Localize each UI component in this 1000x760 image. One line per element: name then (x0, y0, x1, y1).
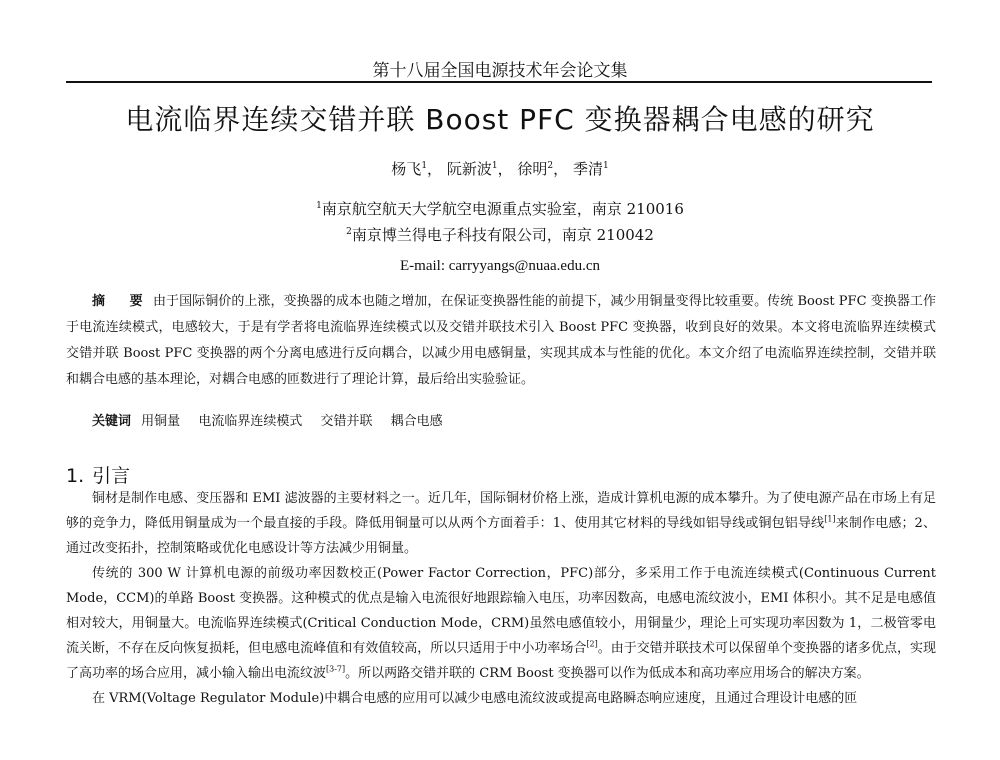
keywords (92, 410, 457, 429)
abstract (66, 289, 936, 393)
author-name: 季清 (572, 160, 603, 178)
author-affil-sup: 2 (547, 161, 554, 171)
author-affil-sup: 1 (491, 161, 498, 171)
header-rule (66, 81, 932, 83)
keywords-label: 关键词 (92, 414, 132, 429)
affiliation-1 (0, 198, 1000, 219)
paragraph (66, 686, 936, 711)
author-name: 阮新波 (446, 160, 492, 178)
affiliation-2 (0, 224, 1000, 245)
keyword: 交错并联 (320, 414, 373, 429)
citation: [1] (824, 514, 836, 524)
running-head: 第十八届全国电源技术年会论文集 (372, 61, 628, 81)
abstract-label: 摘 要 (92, 294, 153, 309)
section-number: 1. (66, 465, 85, 487)
affiliation-sup: 2 (346, 227, 352, 237)
paper-title: 电流临界连续交错并联 Boost PFC 变换器耦合电感的研究 (125, 103, 875, 136)
author-name: 杨飞 (391, 160, 422, 178)
paragraph-text: 。所以两路交错并联的 CRM Boost 变换器可以作为低成本和高功率应用场合的解决方案。 (345, 666, 870, 681)
section-title: 引言 (92, 465, 131, 487)
abstract-text: 由于国际铜价的上涨，变换器的成本也随之增加，在保证变换器性能的前提下，减少用铜量变得比较重要。传统 Boost PFC 变换器工作于电流连续模式，电感较大，于是有学者将电流临界连续模式以及交错并联技术引入 Boost PFC 变换器，收到良好的效果。本文将电流临界连续模式交错并联 Boost PFC 变换器的两个分离电感进行反向耦合，以减少用电感铜量，实现其成本与性能的优化。本文介绍了电流临界连续控制，交错并联和耦合电感的基本理论，对耦合电感的匝数进行了理论计算，最后给出实验验证。 (66, 294, 936, 387)
paragraph-text: 来制作电感；2、通过改变拓扑，控制策略或优化电感设计等方法减少用铜量。 (66, 516, 936, 556)
paragraph (66, 486, 936, 561)
section-body (66, 486, 936, 711)
affiliation-text: 南京博兰得电子科技有限公司，南京 210042 (351, 226, 654, 244)
citation: [2] (586, 639, 598, 649)
author-list (0, 158, 1000, 179)
author-affil-sup: 1 (602, 161, 609, 171)
author-affil-sup: 1 (421, 161, 428, 171)
section-heading (66, 461, 130, 488)
author-separator: ， (427, 160, 443, 178)
author-email: E-mail: carryyangs@nuaa.edu.cn (400, 258, 600, 274)
author-separator: ， (553, 160, 569, 178)
author-separator: ， (497, 160, 513, 178)
paragraph-text: 铜材是制作电感、变压器和 EMI 滤波器的主要材料之一。近几年，国际铜材价格上涨，造成计算机电源的成本攀升。为了使电源产品在市场上有足够的竞争力，降低用铜量成为一个最直接的手段。降低用铜量可以从两个方面着手：1、使用其它材料的导线如铝导线或铜包铝导线 (66, 491, 936, 531)
keyword: 用铜量 (141, 414, 181, 429)
keyword: 电流临界连续模式 (198, 414, 303, 429)
affiliation-sup: 1 (316, 201, 322, 211)
paragraph-text: 传统的 300 W 计算机电源的前级功率因数校正(Power Factor Correction，PFC)部分，多采用工作于电流连续模式(Continuous Current Mode，CCM)的单路 Boost 变换器。这种模式的优点是输入电流很好地跟踪输入电压，功率因数高，电感电流纹波小，EMI 体积小。其不足是电感值相对较大，用铜量大。电流临界连续模式(Critical Conduction Mode，CRM)虽然电感值较小，用铜量少，理论上可实现功率因数为 1，二极管零电流关断，不存在反向恢复损耗，但电感电流峰值和有效值较高，所以只适用于中小功率场合 (66, 566, 936, 656)
citation: [3-7] (326, 664, 346, 674)
paragraph-text: 。由于交错并联技术可以保留单个变换器的诸多优点，实现了高功率的场合应用，减小输入输出电流纹波 (66, 641, 936, 681)
keyword: 耦合电感 (390, 414, 443, 429)
author-name: 徐明 (517, 160, 548, 178)
affiliation-text: 南京航空航天大学航空电源重点实验室，南京 210016 (321, 200, 684, 218)
paragraph-text: 在 VRM(Voltage Regulator Module)中耦合电感的应用可以减少电感电流纹波或提高电路瞬态响应速度，且通过合理设计电感的匝 (92, 691, 858, 706)
paragraph (66, 561, 936, 686)
